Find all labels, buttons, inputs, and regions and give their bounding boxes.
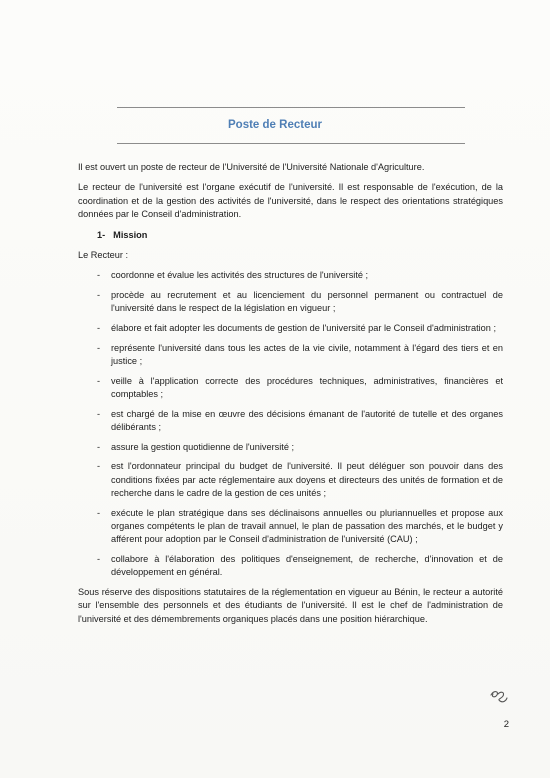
section-number: 1- (97, 229, 106, 240)
list-intro: Le Recteur : (78, 250, 129, 261)
list-bullet: - (97, 408, 101, 419)
list-bullet: - (97, 441, 101, 452)
list-bullet: - (97, 507, 101, 518)
list-item-text: exécute le plan stratégique dans ses déclinaisons annuelles ou pluriannuelles et propose aux organes compétents le plan de travail annuel, le plan de passation des marchés, et le budget y afférent pour adoption par le Conseil d'administration de l'université (CAU) ; (111, 507, 503, 545)
list-item (78, 289, 503, 316)
title-rule-top (117, 107, 465, 108)
list-item-text: assure la gestion quotidienne de l'université ; (111, 441, 295, 452)
list-item (78, 460, 503, 500)
list-bullet: - (97, 323, 101, 334)
list-item-text: représente l'université dans tous les actes de la vie civile, notamment à l'égard des tiers et en justice ; (111, 342, 503, 367)
list-item (78, 507, 503, 547)
handwritten-initials-icon (488, 688, 510, 706)
list-item-text: coordonne et évalue les activités des structures de l'université ; (111, 270, 369, 281)
list-item (78, 375, 503, 402)
list-item (78, 269, 503, 282)
list-item (78, 553, 503, 580)
section-title: Mission (113, 229, 148, 240)
title-rule-bottom (117, 143, 465, 144)
list-bullet: - (97, 342, 101, 353)
list-item-text: est chargé de la mise en œuvre des décisions émanant de l'autorité de tutelle et des organes délibérants ; (111, 408, 503, 433)
list-item (78, 322, 503, 335)
list-item-text: élabore et fait adopter les documents de gestion de l'université par le Conseil d'administration ; (111, 323, 497, 334)
list-item-text: collabore à l'élaboration des politiques d'enseignement, de recherche, d'innovation et de développement en général. (111, 554, 503, 578)
document-body (78, 161, 503, 633)
closing-paragraph: Sous réserve des dispositions statutaires de la réglementation en vigueur au Bénin, le recteur a autorité sur l'ensemble des personnels et des étudiants de l'université. Il est le chef de l'administration de l'université et des démembrements organiques placés dans une position hiérarchique. (78, 587, 503, 624)
list-bullet: - (97, 375, 101, 386)
page-number: 2 (503, 719, 509, 730)
intro-paragraph: Il est ouvert un poste de recteur de l'Université de l'Université Nationale d'Agriculture. (78, 162, 425, 172)
description-paragraph: Le recteur de l'université est l'organe exécutif de l'université. Il est responsable de l'exécution, de la coordination et de la gestion des activités de l'université, dans le respect des orientations stratégiques données par le Conseil d'administration. (78, 182, 503, 220)
list-item (78, 342, 503, 369)
list-item-text: veille à l'application correcte des procédures techniques, administratives, financières et comptables ; (111, 375, 503, 400)
list-item (78, 408, 503, 435)
list-item-text: est l'ordonnateur principal du budget de l'université. Il peut déléguer son pouvoir dans des conditions fixées par acte réglementaire aux doyens et directeurs des unités de formation et de recherche dans le cadre de la gestion de ces unités ; (111, 461, 503, 499)
page-title: Poste de Recteur (228, 119, 322, 131)
list-bullet: - (97, 290, 101, 301)
section-heading (78, 229, 503, 242)
list-item (78, 441, 503, 454)
list-bullet: - (97, 461, 101, 472)
list-bullet: - (97, 554, 101, 565)
mission-list (78, 269, 503, 579)
list-item-text: procède au recrutement et au licenciement du personnel permanent ou contractuel de l'université dans le respect de la législation en vigueur ; (111, 290, 503, 314)
list-bullet: - (97, 270, 101, 281)
